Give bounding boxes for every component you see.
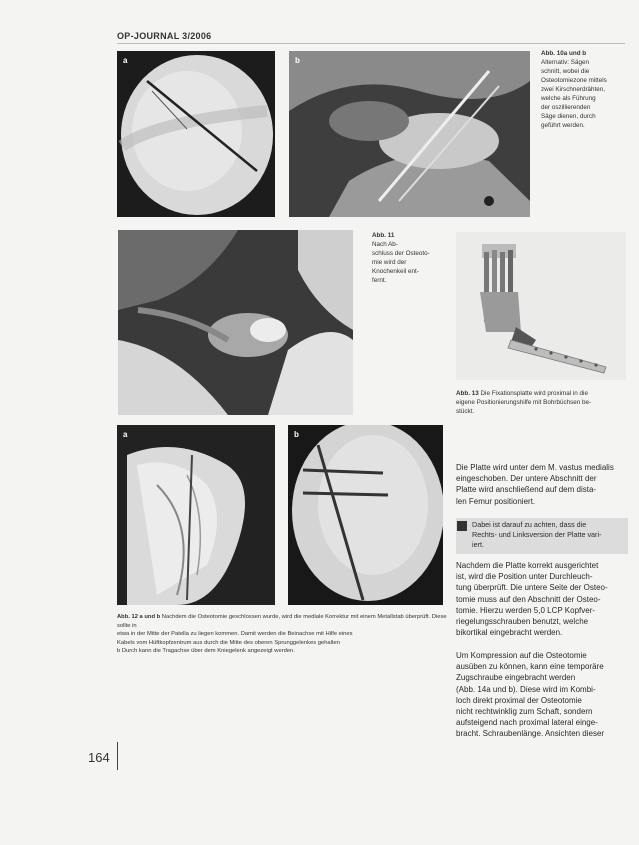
text-line: tung überprüft. Die untere Seite der Osteo- [456, 583, 608, 593]
caption-line: welche als Führung [541, 95, 596, 102]
text-line: iert. [472, 540, 484, 549]
caption-line: schnitt, wobei die [541, 68, 590, 75]
caption-fig10 [541, 49, 631, 130]
caption-line: zwei Kirschnerdrähten, [541, 86, 606, 93]
text-line: ist, wird die Position unter Durchleuch- [456, 572, 593, 582]
text-line: len Femur positioniert. [456, 496, 536, 506]
text-line: Nachdem die Platte korrekt ausgerichtet [456, 561, 599, 570]
note-text [472, 520, 622, 550]
figure-12b-letter: b [294, 430, 299, 439]
caption-line [456, 389, 628, 398]
caption-fig13-label: Abb. 13 [456, 390, 479, 397]
journal-header: OP-JOURNAL 3/2006 [117, 31, 212, 41]
figure-12a-photo [117, 425, 275, 605]
figure-12b-xray [288, 425, 443, 605]
caption-line: Knochenkeil ent- [372, 268, 419, 275]
body-paragraph-2 [456, 560, 626, 638]
text-line: loch direkt proximal der Osteotomie [456, 695, 582, 705]
caption-line: etwa in der Mitte der Patella zu liegen kommen. Damit werden die Beinachse mit Hilfe eines [117, 631, 353, 638]
page-number: 164 [88, 750, 110, 765]
caption-line [117, 613, 447, 630]
text-line: ausüben zu können, kann eine temporäre [456, 662, 604, 672]
figure-10a-xray [117, 51, 275, 217]
caption-line: fernt. [372, 277, 387, 284]
caption-line: schluss der Osteoto- [372, 250, 430, 257]
text-line: (Abb. 14a und b). Diese wird im Kombi- [456, 684, 596, 694]
text-line: nicht rechtwinklig zum Schaft, sondern [456, 707, 593, 717]
caption-line: Die Fixationsplatte wird proximal in die [480, 390, 588, 397]
caption-line: geführt werden. [541, 122, 585, 129]
figure-11-photo [118, 230, 353, 415]
caption-fig10-label: Abb. 10a und b [541, 50, 587, 57]
caption-line: Säge dienen, durch [541, 113, 596, 120]
text-line: riegelungsschrauben benutzt, welche [456, 617, 589, 627]
figure-10b-letter: b [295, 56, 300, 65]
text-line: Die Platte wird unter dem M. vastus medialis [456, 463, 614, 472]
caption-line: Nach Ab- [372, 241, 398, 248]
caption-fig12-label: Abb. 12 a und b [117, 614, 161, 620]
caption-line: Nachdem die Osteotomie geschlossen wurde, wird die mediale Korrektur mit einem Metallstab überprüft. Diese sollte in [117, 614, 447, 629]
note-box [456, 518, 628, 554]
caption-line: stückt. [456, 408, 475, 415]
caption-fig12 [117, 613, 447, 656]
note-marker-icon [457, 521, 467, 531]
body-paragraph-3 [456, 650, 626, 740]
page-number-divider [117, 742, 118, 770]
caption-line: der oszillierenden [541, 104, 591, 111]
caption-line: Kabels vom Hüftkopfzentrum aus durch die Mitte des oberen Sprunggelenkes gehalten [117, 639, 340, 646]
text-line: aufsteigend nach proximal lateral einge- [456, 718, 598, 728]
text-line: bikortikal eingebracht werden. [456, 628, 563, 638]
header-rule [117, 43, 625, 44]
caption-line: mie wird der [372, 259, 407, 266]
text-line: Rechts- und Linksversion der Platte vari- [472, 530, 602, 539]
text-line: Platte wird anschließend auf dem dista- [456, 485, 597, 495]
text-line: eingeschoben. Der untere Abschnitt der [456, 474, 597, 484]
text-line: Zugschraube eingebracht werden [456, 673, 576, 683]
caption-fig13 [456, 389, 628, 416]
figure-10a-letter: a [123, 56, 128, 65]
caption-line: b Durch kann die Tragachse über dem Kniegelenk angezeigt werden. [117, 648, 295, 655]
figure-10b-photo [289, 51, 530, 217]
caption-fig11-label: Abb. 11 [372, 232, 395, 239]
caption-line: eigene Positionierungshilfe mit Bohrbüchsen be- [456, 399, 592, 406]
caption-line: Alternativ: Sägen [541, 59, 589, 66]
text-line: bracht. Schraubenlänge. Ansichten dieser [456, 729, 605, 739]
text-line: tomie muss auf den Abschnitt der Osteo- [456, 594, 601, 604]
text-line: Um Kompression auf die Osteotomie [456, 651, 587, 660]
figure-12a-letter: a [123, 430, 128, 439]
caption-line: Osteotomiezone mittels [541, 77, 607, 84]
figure-13-plate [456, 232, 626, 380]
caption-fig11 [372, 231, 447, 285]
text-line: Dabei ist darauf zu achten, dass die [472, 520, 587, 529]
body-paragraph-1 [456, 462, 626, 507]
text-line: tomie. Hierzu werden 5,0 LCP Kopfver- [456, 605, 596, 615]
